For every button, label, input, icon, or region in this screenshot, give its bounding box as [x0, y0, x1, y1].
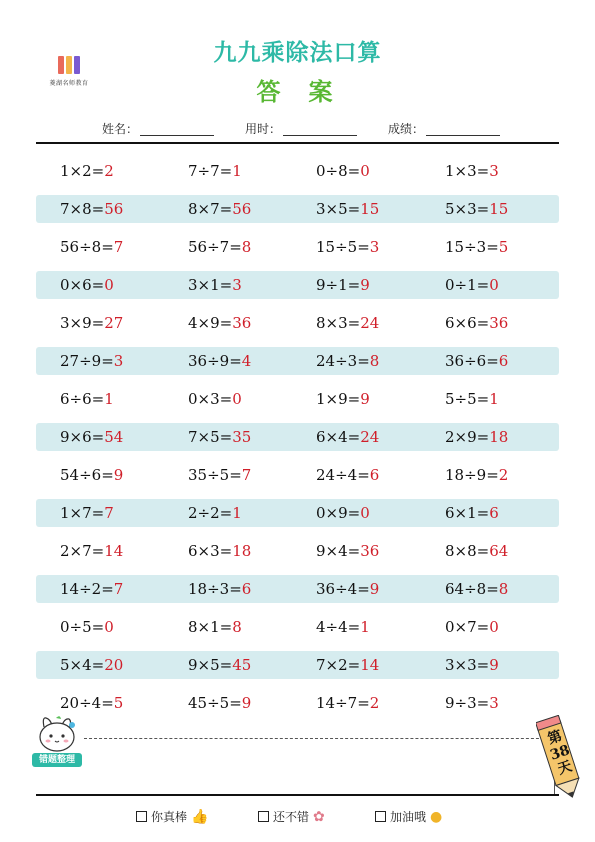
problem-row: [36, 651, 559, 679]
problem-item: [445, 613, 499, 641]
problem-expression: 35÷5=: [188, 466, 242, 484]
problem-answer: 3: [489, 162, 499, 180]
problem-answer: 36: [232, 314, 252, 332]
time-field[interactable]: [245, 120, 357, 137]
problem-expression: 6÷6=: [60, 390, 105, 408]
problem-answer: 3: [369, 238, 380, 256]
problem-item: [188, 537, 251, 565]
problem-expression: 8×3=: [316, 314, 361, 332]
problem-row: [36, 461, 559, 489]
problem-item: [316, 423, 379, 451]
problem-item: [316, 689, 379, 717]
problem-answer: 64: [489, 542, 509, 560]
problem-item: [445, 195, 508, 223]
problem-expression: 0÷5=: [60, 618, 105, 636]
problem-answer: 15: [360, 200, 380, 218]
problem-row: [36, 499, 559, 527]
problem-item: [445, 309, 508, 337]
problem-item: [316, 651, 379, 679]
problem-row: [36, 347, 559, 375]
problem-answer: 1: [232, 162, 242, 180]
problem-expression: 15÷3=: [445, 238, 499, 256]
problem-item: [316, 195, 379, 223]
problem-item: [60, 271, 114, 299]
chick-icon: ●: [430, 809, 443, 825]
problem-item: [60, 499, 114, 527]
problem-expression: 6×1=: [445, 504, 490, 522]
problem-answer: 7: [113, 580, 124, 598]
problem-expression: 3×1=: [188, 276, 233, 294]
time-label: 用时：: [245, 122, 282, 136]
problem-expression: 0÷8=: [316, 162, 361, 180]
problem-expression: 9÷1=: [316, 276, 361, 294]
footer-option-label: 还不错: [273, 810, 310, 824]
problem-item: [188, 195, 251, 223]
problem-item: [445, 271, 499, 299]
problem-expression: 4×9=: [188, 314, 233, 332]
problem-item: [188, 233, 251, 261]
problem-answer: 2: [104, 162, 114, 180]
pencil-day-badge: [536, 715, 584, 803]
problem-item: [316, 385, 370, 413]
problem-answer: 5: [498, 238, 509, 256]
problem-answer: 36: [360, 542, 380, 560]
footer-option-keep-going[interactable]: [375, 808, 442, 825]
problem-item: [316, 233, 379, 261]
problem-item: [60, 613, 114, 641]
problem-item: [316, 613, 370, 641]
problem-answer: 24: [360, 428, 380, 446]
problem-answer: 0: [232, 390, 242, 408]
problem-expression: 5×3=: [445, 200, 490, 218]
problem-expression: 15÷5=: [316, 238, 370, 256]
problem-expression: 9×4=: [316, 542, 361, 560]
score-blank[interactable]: [426, 123, 500, 136]
problem-expression: 14÷7=: [316, 694, 370, 712]
problem-item: [188, 271, 242, 299]
problem-item: [188, 423, 251, 451]
problem-expression: 0×3=: [188, 390, 233, 408]
problem-grid: [36, 157, 559, 727]
problem-answer: 3: [113, 352, 124, 370]
problem-expression: 14÷2=: [60, 580, 114, 598]
problem-expression: 1×2=: [60, 162, 105, 180]
problem-expression: 2×7=: [60, 542, 105, 560]
problem-expression: 3×9=: [60, 314, 105, 332]
problem-item: [188, 157, 242, 185]
problem-expression: 6×6=: [445, 314, 490, 332]
problem-item: [316, 575, 379, 603]
problem-item: [316, 537, 379, 565]
problem-item: [60, 195, 123, 223]
problem-item: [445, 347, 508, 375]
problem-answer: 20: [104, 656, 124, 674]
score-label: 成绩：: [388, 122, 425, 136]
problem-item: [188, 309, 251, 337]
footer-option-label: 你真棒: [151, 810, 188, 824]
problem-expression: 56÷8=: [60, 238, 114, 256]
problem-item: [316, 499, 370, 527]
problem-answer: 18: [489, 428, 509, 446]
problem-item: [60, 537, 123, 565]
problem-answer: 9: [360, 276, 370, 294]
problem-item: [60, 157, 114, 185]
name-blank[interactable]: [140, 123, 214, 136]
problem-expression: 64÷8=: [445, 580, 499, 598]
footer-option-good[interactable]: [258, 808, 325, 825]
problem-answer: 35: [232, 428, 252, 446]
problem-row: [36, 195, 559, 223]
problem-answer: 0: [104, 276, 114, 294]
problem-expression: 5÷5=: [445, 390, 490, 408]
problem-answer: 4: [241, 352, 252, 370]
problem-expression: 1×7=: [60, 504, 105, 522]
problem-item: [316, 347, 379, 375]
problem-expression: 27÷9=: [60, 352, 114, 370]
score-field[interactable]: [388, 120, 500, 137]
problem-expression: 20÷4=: [60, 694, 114, 712]
problem-answer: 2: [498, 466, 509, 484]
problem-row: [36, 537, 559, 565]
problem-item: [445, 385, 499, 413]
problem-row: [36, 233, 559, 261]
problem-item: [60, 233, 123, 261]
problem-expression: 45÷5=: [188, 694, 242, 712]
problem-answer: 7: [241, 466, 252, 484]
problem-expression: 0÷1=: [445, 276, 490, 294]
name-label: 姓名：: [102, 122, 139, 136]
problem-expression: 8×1=: [188, 618, 233, 636]
problem-answer: 7: [104, 504, 114, 522]
problem-expression: 36÷4=: [316, 580, 370, 598]
problem-item: [445, 537, 508, 565]
problem-item: [445, 689, 499, 717]
page-subtitle: 答案: [256, 78, 361, 106]
problem-row: [36, 271, 559, 299]
problem-expression: 8×8=: [445, 542, 490, 560]
problem-row: [36, 575, 559, 603]
problem-answer: 14: [104, 542, 124, 560]
problem-item: [445, 233, 508, 261]
problem-expression: 18÷9=: [445, 466, 499, 484]
problem-expression: 0×7=: [445, 618, 490, 636]
problem-answer: 2: [369, 694, 380, 712]
problem-item: [60, 385, 114, 413]
problem-expression: 1×9=: [316, 390, 361, 408]
problem-answer: 7: [113, 238, 124, 256]
problem-item: [60, 347, 123, 375]
problem-answer: 36: [489, 314, 509, 332]
page-title: 九九乘除法口算: [213, 40, 382, 66]
problem-expression: 7×8=: [60, 200, 105, 218]
problem-answer: 8: [498, 580, 509, 598]
problem-expression: 9×5=: [188, 656, 233, 674]
problem-item: [188, 613, 242, 641]
problem-answer: 54: [104, 428, 124, 446]
logo-text: 菱湖名师教育: [49, 80, 89, 87]
problem-expression: 2÷2=: [188, 504, 233, 522]
problem-item: [60, 461, 123, 489]
problem-item: [60, 423, 123, 451]
problem-item: [445, 423, 508, 451]
footer-option-label: 加油哦: [390, 810, 427, 824]
problem-item: [188, 461, 251, 489]
problem-answer: 8: [241, 238, 252, 256]
checkbox[interactable]: [136, 811, 147, 822]
problem-expression: 0×6=: [60, 276, 105, 294]
problem-answer: 45: [232, 656, 252, 674]
problem-expression: 36÷6=: [445, 352, 499, 370]
problem-answer: 3: [489, 694, 499, 712]
problem-answer: 0: [104, 618, 114, 636]
problem-item: [316, 309, 379, 337]
problem-item: [188, 689, 251, 717]
problem-expression: 9÷3=: [445, 694, 490, 712]
problem-item: [188, 575, 251, 603]
problem-answer: 6: [241, 580, 252, 598]
problem-expression: 1×3=: [445, 162, 490, 180]
problem-expression: 6×4=: [316, 428, 361, 446]
problem-item: [60, 575, 123, 603]
cat-mascot-icon: [30, 715, 84, 771]
problem-answer: 6: [369, 466, 380, 484]
problem-answer: 5: [113, 694, 124, 712]
problem-answer: 27: [104, 314, 124, 332]
problem-item: [316, 271, 370, 299]
thumbs-up-icon: 👍: [191, 809, 209, 825]
problem-item: [188, 651, 251, 679]
problem-item: [60, 651, 123, 679]
checkbox[interactable]: [258, 811, 269, 822]
problem-item: [316, 461, 379, 489]
day-badge-text: 第38天: [545, 728, 575, 778]
problem-expression: 7×2=: [316, 656, 361, 674]
problem-answer: 0: [360, 162, 370, 180]
error-section-label: 错题整理: [38, 755, 75, 765]
problem-expression: 6×3=: [188, 542, 233, 560]
problem-expression: 56÷7=: [188, 238, 242, 256]
problem-answer: 0: [489, 276, 499, 294]
problem-item: [445, 461, 508, 489]
problem-item: [445, 651, 499, 679]
time-blank[interactable]: [283, 123, 357, 136]
problem-expression: 3×5=: [316, 200, 361, 218]
header-divider: [36, 142, 559, 144]
problem-answer: 14: [360, 656, 380, 674]
problem-answer: 8: [232, 618, 242, 636]
problem-row: [36, 309, 559, 337]
problem-expression: 24÷3=: [316, 352, 370, 370]
problem-expression: 3×3=: [445, 656, 490, 674]
problem-row: [36, 423, 559, 451]
problem-item: [445, 499, 499, 527]
problem-answer: 56: [232, 200, 252, 218]
problem-row: [36, 157, 559, 185]
problem-answer: 9: [489, 656, 499, 674]
problem-row: [36, 613, 559, 641]
problem-item: [445, 157, 499, 185]
problem-expression: 0×9=: [316, 504, 361, 522]
footer-option-great[interactable]: [136, 808, 208, 825]
problem-answer: 9: [241, 694, 252, 712]
problem-expression: 8×7=: [188, 200, 233, 218]
problem-expression: 5×4=: [60, 656, 105, 674]
error-box-top-border: [84, 738, 554, 739]
footer-divider: [36, 794, 559, 796]
problem-item: [188, 385, 242, 413]
problem-expression: 18÷3=: [188, 580, 242, 598]
problem-item: [60, 309, 123, 337]
problem-answer: 24: [360, 314, 380, 332]
problem-answer: 1: [232, 504, 242, 522]
problem-item: [188, 347, 251, 375]
problem-expression: 4÷4=: [316, 618, 361, 636]
problem-answer: 1: [489, 390, 499, 408]
problem-expression: 7×5=: [188, 428, 233, 446]
problem-answer: 9: [369, 580, 380, 598]
problem-answer: 9: [113, 466, 124, 484]
problem-row: [36, 689, 559, 717]
problem-expression: 54÷6=: [60, 466, 114, 484]
problem-expression: 7÷7=: [188, 162, 233, 180]
problem-answer: 15: [489, 200, 509, 218]
problem-answer: 3: [232, 276, 242, 294]
problem-answer: 8: [369, 352, 380, 370]
problem-answer: 6: [498, 352, 509, 370]
flower-icon: ✿: [313, 809, 325, 825]
problem-answer: 0: [489, 618, 499, 636]
problem-answer: 6: [489, 504, 499, 522]
problem-item: [188, 499, 242, 527]
problem-expression: 24÷4=: [316, 466, 370, 484]
problem-item: [316, 157, 370, 185]
problem-answer: 9: [360, 390, 370, 408]
problem-item: [60, 689, 123, 717]
problem-row: [36, 385, 559, 413]
problem-answer: 56: [104, 200, 124, 218]
problem-expression: 2×9=: [445, 428, 490, 446]
problem-answer: 18: [232, 542, 252, 560]
problem-item: [445, 575, 508, 603]
name-field[interactable]: [102, 120, 214, 137]
problem-answer: 1: [360, 618, 370, 636]
problem-expression: 36÷9=: [188, 352, 242, 370]
problem-answer: 1: [104, 390, 114, 408]
problem-answer: 0: [360, 504, 370, 522]
checkbox[interactable]: [375, 811, 386, 822]
problem-expression: 9×6=: [60, 428, 105, 446]
